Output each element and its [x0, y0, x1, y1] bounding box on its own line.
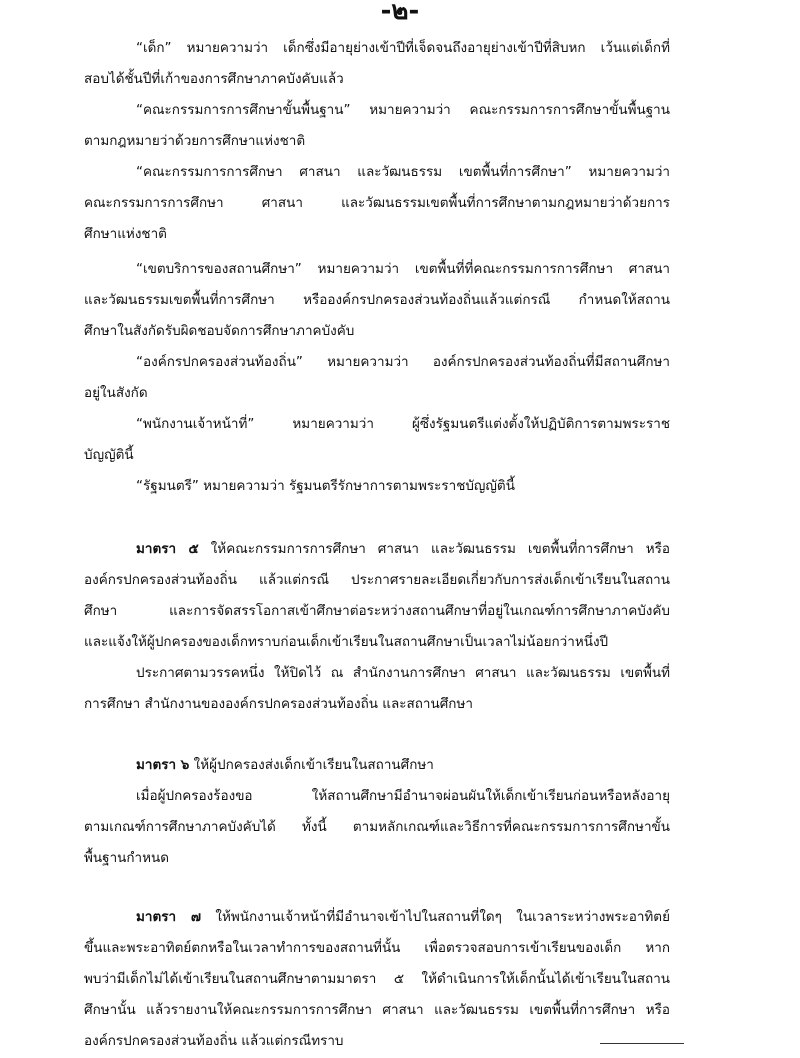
text-line: พบว่ามีเด็กไม่ได้เข้าเรียนในสถานศึกษาตามมาตรา ๕ ให้ดำเนินการให้เด็กนั้นได้เข้าเรียนในสถาน [84, 971, 670, 987]
text-line: ตามเกณฑ์การศึกษาภาคบังคับได้ ทั้งนี้ ตามหลักเกณฑ์และวิธีการที่คณะกรรมการการศึกษาขั้น [84, 819, 670, 835]
text-line: องค์กรปกครองส่วนท้องถิ่น แล้วแต่กรณีทราบ [84, 1033, 344, 1049]
section-number: มาตรา ๖ [136, 757, 190, 773]
text-line: และแจ้งให้ผู้ปกครองของเด็กทราบก่อนเด็กเข้าเรียนในสถานศึกษาเป็นเวลาไม่น้อยกว่าหนึ่งปี [84, 634, 609, 650]
text-line: สอบได้ชั้นปีที่เก้าของการศึกษาภาคบังคับแล้ว [84, 71, 344, 87]
section-7 [84, 903, 670, 1058]
text-line: ศึกษานั้น แล้วรายงานให้คณะกรรมการการศึกษา ศาสนา และวัฒนธรรม เขตพื้นที่การศึกษา หรือ [84, 1002, 670, 1018]
text-line: ประกาศตามวรรคหนึ่ง ให้ปิดไว้ ณ สำนักงานการศึกษา ศาสนา และวัฒนธรรม เขตพื้นที่ [136, 665, 670, 681]
definitions-part-1 [84, 34, 670, 251]
text-line: “คณะกรรมการการศึกษาขั้นพื้นฐาน” หมายความว่า คณะกรรมการการศึกษาขั้นพื้นฐาน [136, 102, 670, 118]
section-heading-line: มาตรา ๗ ให้พนักงานเจ้าหน้าที่มีอำนาจเข้าไปในสถานที่ใดๆ ในเวลาระหว่างพระอาทิตย์ [136, 909, 670, 925]
text-line: “เขตบริการของสถานศึกษา” หมายความว่า เขตพื้นที่ที่คณะกรรมการการศึกษา ศาสนา [136, 261, 670, 277]
section-heading-line: มาตรา ๕ ให้คณะกรรมการการศึกษา ศาสนา และวัฒนธรรม เขตพื้นที่การศึกษา หรือ [136, 541, 670, 557]
page-number: -๒- [380, 0, 420, 26]
text-line: องค์กรปกครองส่วนท้องถิ่น แล้วแต่กรณี ประกาศรายละเอียดเกี่ยวกับการส่งเด็กเข้าเรียนในสถาน [84, 572, 670, 588]
section-heading-line: มาตรา ๖ ให้ผู้ปกครองส่งเด็กเข้าเรียนในสถานศึกษา [136, 757, 434, 773]
text-line: ศึกษาแห่งชาติ [84, 226, 167, 242]
text-line: “พนักงานเจ้าหน้าที่” หมายความว่า ผู้ซึ่งรัฐมนตรีแต่งตั้งให้ปฏิบัติการตามพระราช [136, 416, 670, 432]
text-line: ศึกษาในสังกัดรับผิดชอบจัดการศึกษาภาคบังคับ [84, 323, 355, 339]
text-line: ตามกฎหมายว่าด้วยการศึกษาแห่งชาติ [84, 133, 306, 149]
text-line: และวัฒนธรรมเขตพื้นที่การศึกษา หรือองค์กรปกครองส่วนท้องถิ่นแล้วแต่กรณี กำหนดให้สถาน [84, 292, 670, 308]
text-line: “รัฐมนตรี” หมายความว่า รัฐมนตรีรักษาการตามพระราชบัญญัตินี้ [136, 478, 515, 494]
section-number: มาตรา ๕ [136, 541, 199, 557]
footer-rule [600, 1043, 684, 1044]
text-line: พื้นฐานกำหนด [84, 850, 170, 866]
text-line: “คณะกรรมการการศึกษา ศาสนา และวัฒนธรรม เขตพื้นที่การศึกษา” หมายความว่า [136, 164, 670, 180]
text-line: อยู่ในสังกัด [84, 385, 148, 401]
text-line: บัญญัตินี้ [84, 447, 134, 463]
definitions-part-2 [84, 255, 670, 503]
section-number: มาตรา ๗ [136, 909, 202, 925]
text-line: การศึกษา สำนักงานขององค์กรปกครองส่วนท้องถิ่น และสถานศึกษา [84, 696, 473, 712]
text-line: ศึกษา และการจัดสรรโอกาสเข้าศึกษาต่อระหว่างสถานศึกษาที่อยู่ในเกณฑ์การศึกษาภาคบังคับ [84, 603, 670, 619]
text-line: “องค์กรปกครองส่วนท้องถิ่น” หมายความว่า องค์กรปกครองส่วนท้องถิ่นที่มีสถานศึกษา [136, 354, 670, 370]
text-line: “เด็ก” หมายความว่า เด็กซึ่งมีอายุย่างเข้าปีที่เจ็ดจนถึงอายุย่างเข้าปีที่สิบหก เว้นแต่เด็กที่ [136, 40, 670, 56]
text-line: เมื่อผู้ปกครองร้องขอ ให้สถานศึกษามีอำนาจผ่อนผันให้เด็กเข้าเรียนก่อนหรือหลังอายุ [136, 788, 670, 804]
text-line: คณะกรรมการการศึกษา ศาสนา และวัฒนธรรมเขตพื้นที่การศึกษาตามกฎหมายว่าด้วยการ [84, 195, 670, 211]
section-6 [84, 751, 670, 875]
text-line: ขึ้นและพระอาทิตย์ตกหรือในเวลาทำการของสถานที่นั้น เพื่อตรวจสอบการเข้าเรียนของเด็ก หาก [84, 940, 670, 956]
section-5 [84, 535, 670, 721]
